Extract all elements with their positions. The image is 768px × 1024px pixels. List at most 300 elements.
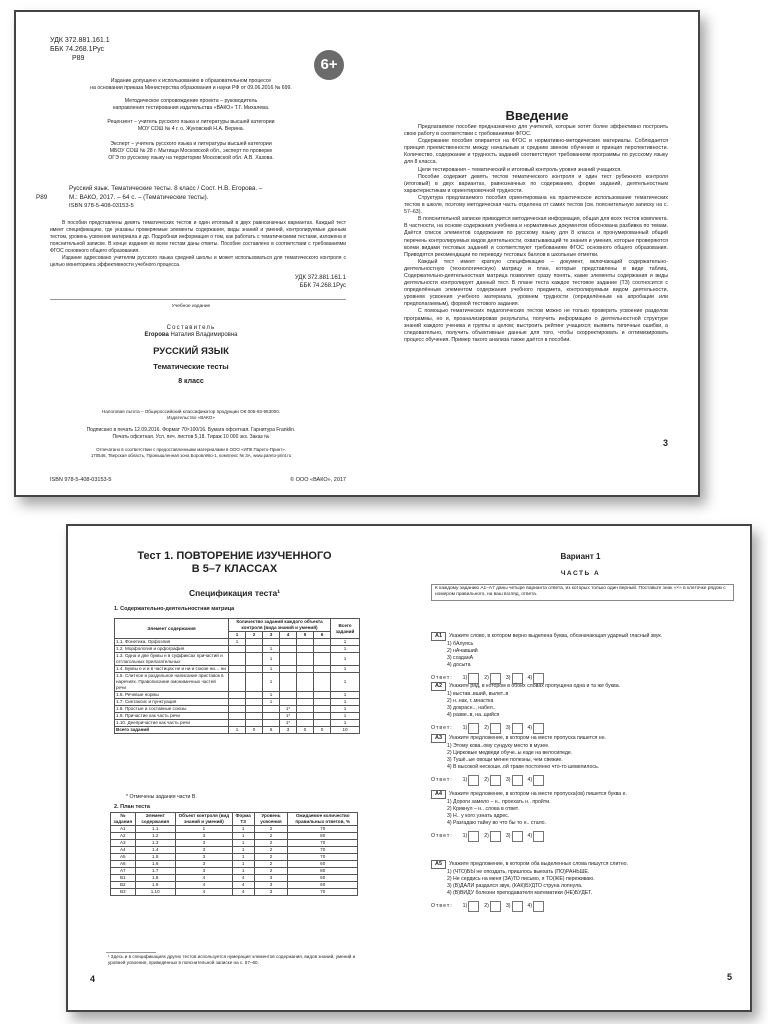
intro-paragraph: Пособие содержит девять тестов тематического контроля и один тест рубежного контроля (итоговый) в двух вариантах, равнозначных по содержанию, форме заданий, деятельностным характеристикам и ориентировочной трудности. — [404, 173, 668, 194]
task-А5 — [431, 860, 736, 912]
matrix-col-number: 3 — [263, 632, 280, 639]
content-element: 1.2. Морфология и орфография — [115, 646, 229, 653]
answer-option-label: 1) — [462, 675, 468, 681]
task-option: 3) Н.. у кого узнать адрес. — [447, 813, 510, 819]
matrix-col-number: 1 — [229, 632, 246, 639]
plan-cell: 2 — [254, 840, 288, 847]
plan-cell: А3 — [111, 840, 136, 847]
answer-option-label: 1) — [462, 833, 468, 839]
table-row — [111, 868, 358, 875]
plan-cell: 3 — [175, 861, 232, 868]
test-title — [68, 550, 401, 576]
content-element: 1.9. Причастие как часть речи — [115, 713, 229, 720]
content-element: 1.5. Слитное и раздельное написание приставок в наречиях. Правописание омонимичных частей речи — [115, 673, 229, 692]
content-activity-matrix — [114, 618, 360, 734]
approval-line: Издание допущено к использованию в образовательном процессе — [110, 78, 272, 84]
plan-cell: 1 — [232, 861, 254, 868]
plan-cell: 2 — [254, 854, 288, 861]
answer-option-label: 2) — [484, 675, 489, 681]
plan-cell: 70 — [288, 826, 358, 833]
matrix-cell — [229, 713, 246, 720]
plan-cell: 3 — [254, 875, 288, 882]
matrix-cell — [297, 646, 314, 653]
bibliographic-record — [36, 184, 346, 211]
plan-cell: 70 — [288, 840, 358, 847]
tax-line: Издательство «ВАКО» — [167, 415, 215, 420]
table-row — [115, 646, 360, 653]
intro-paragraph: С помощью тематических педагогических тестов можно не только проверить усвоение разделов программы, но и, проанализировав результаты, получить информацию о деятельностной структуре знаний каждого ученика и группы в целом; выстроить рейтинг учащихся; выявить типичные ошибки, а следовательно, получить объективные данные для того, чтобы скорректировать и оптимизировать процесс обучения. Пример такого анализа также даётся в пособии. — [404, 308, 668, 343]
task-question: Укажите ряд, в котором в обоих словах пропущена одна и та же буква. — [449, 683, 621, 689]
answer-checkbox[interactable] — [468, 723, 479, 734]
expert-line: МБОУ СОШ № 28 г. Мытищи Московской обл., эксперт по проверке — [109, 148, 273, 154]
answer-checkbox[interactable] — [533, 901, 544, 912]
matrix-cell — [297, 639, 314, 646]
task-number: А1 — [431, 632, 446, 641]
task-option: 3) докрасн.., набел.. — [447, 705, 496, 711]
plan-cell: 1.10 — [135, 889, 175, 896]
table-row — [115, 706, 360, 713]
plan-cell: 1.1 — [135, 826, 175, 833]
compiler-label: Составитель — [166, 325, 216, 331]
answer-checkbox[interactable] — [490, 723, 501, 734]
expert-line: Эксперт – учитель русского языка и литературы высшей категории — [110, 141, 272, 147]
plan-cell: 1 — [175, 826, 232, 833]
content-element: 1.10. Деепричастие как часть речи — [115, 720, 229, 727]
answer-checkbox[interactable] — [512, 901, 523, 912]
imprint-page — [16, 12, 376, 495]
column-total: 6 — [263, 727, 280, 734]
plan-cell: 70 — [288, 889, 358, 896]
matrix-cell — [246, 706, 263, 713]
matrix-cell — [229, 646, 246, 653]
plan-cell: 3 — [175, 868, 232, 875]
classification-codes — [50, 36, 110, 63]
expert-note — [36, 141, 346, 162]
answer-checkbox[interactable] — [512, 831, 523, 842]
tax-line: Налоговая льгота – Общероссийский классификатор продукции ОК 005-93-953000. — [101, 409, 281, 414]
task-option: 1) Дороги замело – н.. проехать н.. пройти. — [447, 799, 551, 805]
plan-cell: 1.4 — [135, 847, 175, 854]
answer-checkbox[interactable] — [490, 901, 501, 912]
answer-row — [431, 723, 736, 734]
matrix-cell: 1* — [280, 713, 297, 720]
biblio-line: Русский язык. Тематические тесты. 8 класс / Сост. Н.В. Егорова. – — [69, 185, 263, 192]
bbk-code: ББК 74.268.1Рус — [50, 46, 105, 53]
plan-cell: 4 — [232, 889, 254, 896]
plan-col-header: Объект контроля (вид знаний и умений) — [175, 813, 232, 826]
matrix-cell — [297, 653, 314, 666]
plan-cell: 3 — [254, 889, 288, 896]
plan-cell: 1.5 — [135, 854, 175, 861]
row-total: 1 — [331, 653, 360, 666]
methodical-line: Методическое сопровождение проекта – руководитель — [124, 98, 258, 104]
variant-title: Вариант 1 — [560, 552, 601, 561]
answer-option-label: 3) — [505, 833, 511, 839]
matrix-cell — [246, 646, 263, 653]
table-row — [111, 840, 358, 847]
bbk-code: ББК 74.268.1Рус — [299, 283, 346, 289]
task-question: Укажите предложение, в котором на месте пропуска пишется нн. — [449, 735, 606, 741]
matrix-cell: 1* — [280, 720, 297, 727]
matrix-cell — [246, 653, 263, 666]
matrix-cell: 1 — [263, 666, 280, 673]
classification-codes-repeat — [295, 274, 346, 290]
task-А4 — [431, 790, 736, 842]
grand-total: 10 — [331, 727, 360, 734]
test-title-line: Тест 1. ПОВТОРЕНИЕ ИЗУЧЕННОГО — [137, 550, 332, 562]
table-row — [115, 699, 360, 706]
content-element: 1.8. Простые и составные союзы — [115, 706, 229, 713]
printer-line: Отпечатано в соответствии с предоставленными материалами в ООО «ИПК Парето-Принт». — [96, 447, 286, 452]
plan-cell: А1 — [111, 826, 136, 833]
page-number: 4 — [90, 974, 96, 984]
plan-col-header: Ожидаемое количество правильных ответов, % — [288, 813, 358, 826]
content-element: 1.7. Синтаксис и пунктуация — [115, 699, 229, 706]
plan-cell: 1.7 — [135, 868, 175, 875]
matrix-cell — [297, 713, 314, 720]
plan-cell: 4 — [232, 882, 254, 889]
matrix-cell: 1 — [229, 639, 246, 646]
plan-cell: 2 — [254, 833, 288, 840]
table-row — [115, 639, 360, 646]
plan-col-header: № задания — [111, 813, 136, 826]
task-option: 2) нАчавший — [447, 648, 478, 654]
matrix-cell — [297, 720, 314, 727]
plan-cell: 1.3 — [135, 840, 175, 847]
task-option: 2) Крикнул – н.. слова в ответ. — [447, 806, 520, 812]
plan-cell: 60 — [288, 882, 358, 889]
tax-note — [36, 409, 346, 421]
task-number: А5 — [431, 860, 446, 869]
column-total: 3 — [280, 727, 297, 734]
plan-cell: 2 — [254, 868, 288, 875]
author-mark: Р89 — [72, 55, 85, 62]
matrix-cell — [280, 699, 297, 706]
matrix-cell: 1 — [263, 646, 280, 653]
answer-option-label: 4) — [527, 725, 533, 731]
footnote: ¹ Здесь и в спецификациях других тестов используется нумерация элементов содержания, видов знаний, умений и уровней усвоения, приведённых в пояснительной записке на с. 57–60. — [108, 954, 356, 965]
task-option: 4) (В)ВИДУ болезни преподавателя математики (НЕ)БУДЕТ. — [447, 890, 593, 896]
test-variant-page — [411, 526, 750, 1010]
book-subtitle: Тематические тесты — [153, 362, 229, 371]
answer-option-label: 1) — [462, 777, 468, 783]
plan-col-header: Форма ТЗ — [232, 813, 254, 826]
matrix-col-number: 6 — [314, 632, 331, 639]
content-element: 1.1. Фонетика. Орфоэпия — [115, 639, 229, 646]
footer-isbn: ISBN 978-5-408-03153-5 — [50, 477, 112, 483]
plan-cell: 60 — [288, 875, 358, 882]
answer-option-label: 2) — [484, 725, 489, 731]
plan-cell: 4 — [232, 875, 254, 882]
intro-paragraph: В пояснительной записке приводится методическая информация, общая для всех тестов комплекта. В частности, на основе содержания учебника и нормативных документов обоснована разбивка по темам. Даётся список элементов содержания по русскому языку для 8 класса и пронумерованный общий перечень контролируемых видов деятельности, охватывающий те знания и умения, которые проверяются всеми видами тестовых заданий и соответствуют требованиям ФГОС основного общего образования. Приводятся рекомендации по переводу тестовых баллов в школьные отметки. — [404, 216, 668, 258]
plan-cell: 1 — [232, 847, 254, 854]
answer-option-label: 3) — [505, 777, 511, 783]
column-total: 1 — [229, 727, 246, 734]
task-option: 1) Этому кова..ому сундуку место в музее. — [447, 743, 550, 749]
matrix-cell — [314, 706, 331, 713]
reviewer-line: Рецензент – учитель русского языка и литературы высшей категории — [107, 119, 275, 125]
matrix-cell — [246, 692, 263, 699]
answer-row — [431, 775, 736, 786]
footer-copyright: © ООО «ВАКО», 2017 — [290, 477, 346, 483]
matrix-cell — [314, 713, 331, 720]
specification-page — [68, 526, 411, 1010]
answer-option-label: 4) — [527, 777, 533, 783]
biblio-code: Р89 — [36, 194, 48, 201]
age-rating-badge: 6+ — [314, 50, 344, 80]
task-option: 1) (ЧТО)БЫ не опоздать, пришлось выехать (ПО)РАНЬШЕ. — [447, 869, 590, 875]
content-element: 1.3. Одна и две буквы н в суффиксах причастий и отглагольных прилагательных — [115, 653, 229, 666]
plan-cell: 1.8 — [135, 875, 175, 882]
matrix-cell — [263, 706, 280, 713]
compiler-given-names: Наталия Владимировна — [168, 332, 238, 338]
plan-col-header: Уровень усвоения — [254, 813, 288, 826]
task-option: 3) Тушё..ые овощи менее полезны, чем свежие. — [447, 757, 563, 763]
column-total: 0 — [314, 727, 331, 734]
plan-cell: В1 — [111, 875, 136, 882]
totals-label: Всего заданий — [115, 727, 229, 734]
col-header-total: Всего заданий — [331, 619, 360, 639]
plan-cell: 80 — [288, 868, 358, 875]
plan-cell: 1.9 — [135, 882, 175, 889]
matrix-cell — [229, 720, 246, 727]
intro-paragraph: Структура предлагаемого пособия ориентирована на практическое использование тематических тестов в школе, поэтому методическая часть отделена от самих тестов (см. пояснительную записку на с. 57–63). — [404, 194, 668, 216]
printer-line: 170546, Тверская область, Промышленная зона Боровлёво-1, комплекс № 3А, www.pareto-print.ru — [90, 453, 292, 458]
compiler-name — [36, 332, 346, 338]
matrix-cell — [297, 692, 314, 699]
plan-cell: 80 — [288, 833, 358, 840]
matrix-col-number: 5 — [297, 632, 314, 639]
part-title: ЧАСТЬ А — [560, 570, 601, 577]
task-option: 4) разве..в, на..щийся — [447, 712, 500, 718]
task-option: 3) (В)ДАЛИ раздался звук, (КАК)БУДТО струна лопнула. — [447, 883, 583, 889]
table-row — [115, 713, 360, 720]
plan-cell: А7 — [111, 868, 136, 875]
plan-cell: 3 — [175, 840, 232, 847]
answer-option-label: 4) — [527, 675, 533, 681]
task-number: А4 — [431, 790, 446, 799]
task-option: 4) В высокой нескоше..ой траве постоянно что-то шевелилось. — [447, 764, 600, 770]
table-row — [111, 882, 358, 889]
answer-checkbox[interactable] — [468, 831, 479, 842]
matrix-cell — [280, 673, 297, 692]
abstract-paragraph: В пособии представлены девять тематических тестов и один итоговый в двух равнозначных вариантах. Каждый тест имеет спецификацию, где указаны проверяемые элементы содержания, виды знаний и умений, контролируемые данным тестом, уровень усвоения материала и др. Подробная информация о том, как работать с тематическими тестами, изложена в пояснительной записке. В конце издания ко всем тестам даны ответы. Пособие составлено в соответствии с требованиями ФГОС основного общего образования. — [50, 220, 346, 254]
answer-option-label: 3) — [505, 675, 511, 681]
totals-row — [115, 727, 360, 734]
edition-type: Учебное издание — [171, 304, 211, 309]
matrix-cell — [314, 639, 331, 646]
matrix-cell: 1 — [263, 692, 280, 699]
matrix-cell — [280, 646, 297, 653]
answer-option-label: 2) — [484, 777, 489, 783]
expert-line: ОГЭ по русскому языку на территории Московской обл. А.В. Хазова. — [108, 155, 274, 161]
table-row — [115, 673, 360, 692]
matrix-cell — [246, 699, 263, 706]
approval-note — [36, 78, 346, 92]
task-option: 1) бАлуясь — [447, 641, 474, 647]
answer-checkbox[interactable] — [512, 775, 523, 786]
matrix-title: 1. Содержательно-деятельностная матрица — [114, 606, 235, 612]
answer-checkbox[interactable] — [533, 723, 544, 734]
plan-cell: В2 — [111, 882, 136, 889]
book-grade: 8 класс — [178, 378, 204, 385]
matrix-cell — [297, 699, 314, 706]
plan-title: 2. План теста — [114, 804, 150, 810]
answer-label: Ответ: — [431, 903, 453, 909]
answer-label: Ответ: — [431, 675, 453, 681]
matrix-cell — [263, 713, 280, 720]
plan-cell: 1 — [232, 840, 254, 847]
answer-label: Ответ: — [431, 725, 453, 731]
matrix-cell — [314, 673, 331, 692]
plan-col-header: Элемент содержания — [135, 813, 175, 826]
answer-label: Ответ: — [431, 777, 453, 783]
answer-option-label: 1) — [462, 903, 468, 909]
answer-option-label: 3) — [505, 725, 511, 731]
task-option: 2) Цирковые медведи обуче..ы езде на велосипеде. — [447, 750, 573, 756]
answer-row — [431, 831, 736, 842]
page-number: 5 — [726, 972, 732, 982]
plan-cell: 2 — [254, 826, 288, 833]
matrix-cell — [314, 692, 331, 699]
column-total: 0 — [246, 727, 263, 734]
matrix-cell — [229, 653, 246, 666]
plan-cell: А4 — [111, 847, 136, 854]
intro-paragraph: Предлагаемое пособие предназначено для учителей, которые хотят более эффективно построить свою работу в соответствии с требованиями ФГОС. — [404, 124, 668, 138]
udk-code: УДК 372.881.161.1 — [50, 37, 110, 44]
table-row — [115, 653, 360, 666]
introduction-page — [376, 12, 698, 495]
answer-checkbox[interactable] — [533, 775, 544, 786]
plan-cell: 1.2 — [135, 833, 175, 840]
reviewer-note — [36, 119, 346, 133]
task-option: 4) Разгадаю тайну во что бы то н.. стало. — [447, 820, 547, 826]
matrix-note: * Отмечены задания части В. — [126, 794, 197, 800]
plan-cell: 4 — [175, 889, 232, 896]
specification-title: Спецификация теста¹ — [188, 588, 281, 598]
matrix-cell — [246, 673, 263, 692]
task-option: 3) созданА — [447, 655, 474, 661]
plan-cell: 3 — [175, 833, 232, 840]
answer-option-label: 3) — [505, 903, 511, 909]
answer-option-label: 4) — [527, 903, 533, 909]
plan-cell: 70 — [288, 854, 358, 861]
task-option: 4) досыта — [447, 662, 471, 668]
printer-info — [36, 447, 346, 459]
matrix-cell — [280, 666, 297, 673]
matrix-cell — [314, 699, 331, 706]
matrix-cell — [263, 639, 280, 646]
answer-label: Ответ: — [431, 833, 453, 839]
plan-cell: 1 — [232, 833, 254, 840]
task-А2 — [431, 682, 736, 734]
table-row — [111, 889, 358, 896]
matrix-col-number: 4 — [280, 632, 297, 639]
answer-checkbox[interactable] — [468, 775, 479, 786]
plan-cell: 60 — [288, 861, 358, 868]
plan-cell: 70 — [288, 847, 358, 854]
test-title-line: В 5–7 КЛАССАХ — [191, 563, 278, 575]
task-question: Укажите предложение, в котором на месте пропуска(ов) пишется буква е. — [449, 791, 627, 797]
task-option: 2) Не сердись на меня (ЗА)ТО письмо, я ТО(ЖЕ) переживаю. — [447, 876, 595, 882]
plan-cell: А6 — [111, 861, 136, 868]
matrix-cell — [280, 692, 297, 699]
matrix-cell — [246, 666, 263, 673]
plan-cell: 1 — [232, 854, 254, 861]
matrix-cell — [297, 666, 314, 673]
answer-checkbox[interactable] — [490, 775, 501, 786]
content-element: 1.6. Речевые нормы — [115, 692, 229, 699]
print-line: Печать офсетная. Усл. печ. листов 5,18. Тираж 10 000 экз. Заказ № — [112, 434, 270, 440]
answer-checkbox[interactable] — [512, 723, 523, 734]
task-number: А2 — [431, 682, 446, 691]
task-option: 1) выстав..вший, вылет..в — [447, 691, 509, 697]
answer-checkbox[interactable] — [490, 831, 501, 842]
col-header-element: Элемент содержания — [115, 619, 229, 639]
matrix-cell — [246, 639, 263, 646]
matrix-cell — [246, 720, 263, 727]
plan-cell: 1 — [232, 868, 254, 875]
answer-option-label: 1) — [462, 725, 468, 731]
methodical-support-note — [36, 98, 346, 112]
task-А1 — [431, 632, 736, 684]
answer-checkbox[interactable] — [468, 901, 479, 912]
answer-option-label: 2) — [484, 833, 489, 839]
instruction-box: К каждому заданию А1–А7 даны четыре варианта ответа, из которых только один верный. Поставьте знак «×» в клеточке рядом с номером правильного, на ваш взгляд, ответа. — [431, 584, 734, 601]
plan-cell: 3 — [175, 854, 232, 861]
matrix-cell: 1 — [263, 653, 280, 666]
matrix-cell — [246, 713, 263, 720]
approval-line: на основании приказа Министерства образования и науки РФ от 09.06.2016 № 699. — [90, 85, 292, 91]
answer-row — [431, 901, 736, 912]
table-row — [115, 666, 360, 673]
plan-cell: 3 — [175, 847, 232, 854]
test-plan-table — [110, 812, 358, 896]
task-question: Укажите слово, в котором верно выделена буква, обозначающая ударный гласный звук. — [449, 633, 663, 639]
answer-option-label: 4) — [527, 833, 533, 839]
matrix-cell — [229, 673, 246, 692]
plan-cell: 1 — [232, 826, 254, 833]
row-total: 1 — [331, 673, 360, 692]
answer-option-label: 2) — [484, 903, 489, 909]
introduction-text — [404, 124, 668, 344]
matrix-cell — [314, 653, 331, 666]
print-info — [36, 427, 346, 441]
plan-cell: 2 — [254, 861, 288, 868]
matrix-col-number: 2 — [246, 632, 263, 639]
footnote-divider — [106, 952, 156, 953]
task-options — [431, 641, 736, 669]
plan-cell: 2 — [254, 847, 288, 854]
task-options — [431, 691, 736, 719]
task-А3 — [431, 734, 736, 786]
answer-checkbox[interactable] — [533, 831, 544, 842]
compiler-surname: Егорова — [144, 332, 169, 338]
task-number: А3 — [431, 734, 446, 743]
plan-cell: 4 — [175, 875, 232, 882]
col-header-count: Количество заданий каждого объекта контроля (вида знаний и умений) — [229, 619, 331, 632]
abstract-paragraph: Издание адресовано учителям русского языка средней школы и может использоваться для тематического контроля с целью мониторинга эффективности учебного процесса. — [50, 255, 346, 268]
matrix-cell — [229, 692, 246, 699]
plan-cell: 1.6 — [135, 861, 175, 868]
book-title: РУССКИЙ ЯЗЫК — [153, 346, 229, 357]
task-options — [431, 869, 736, 897]
divider — [50, 299, 346, 300]
matrix-cell — [314, 646, 331, 653]
book-spread-pages-4-5 — [66, 524, 752, 1012]
matrix-cell — [229, 706, 246, 713]
matrix-cell: 1 — [263, 699, 280, 706]
